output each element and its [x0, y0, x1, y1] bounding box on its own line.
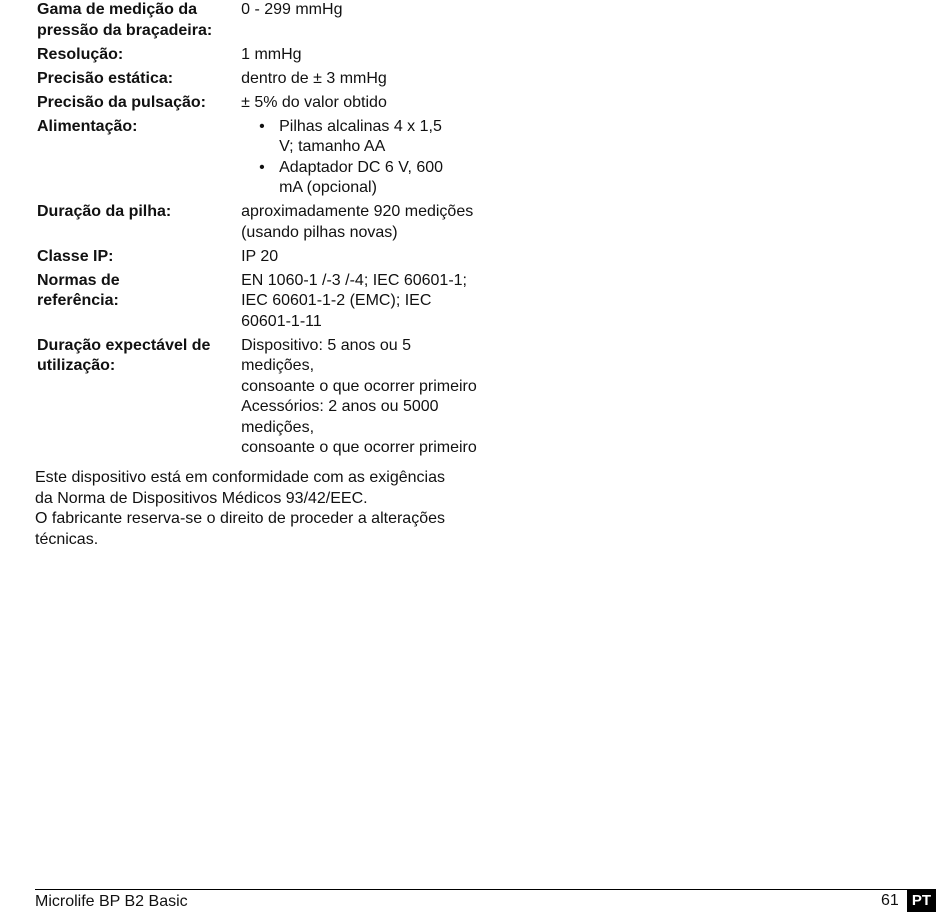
spec-label: Duração da pilha:	[37, 203, 172, 220]
spec-value: ± 5% do valor obtido	[241, 93, 387, 111]
spec-value: IP 20	[241, 247, 279, 265]
spec-line: Dispositivo: 5 anos ou 5 medições,	[241, 336, 411, 374]
compliance-note: Este dispositivo está em conformidade com as exigências da Norma de Dispositivos Médicos 93/42/EEC.	[35, 469, 445, 507]
spec-row-pulse-accuracy	[37, 93, 477, 117]
spec-line: Acessórios: 2 anos ou 5000 medições,	[241, 398, 439, 436]
spec-value: 0 - 299 mmHg	[241, 1, 343, 18]
spec-line: consoante o que ocorrer primeiro	[241, 377, 477, 395]
spec-value: 1 mmHg	[241, 45, 302, 63]
spec-label: Duração expectável de utilização:	[37, 336, 211, 374]
spec-label: Classe IP:	[37, 247, 114, 265]
list-item: • Adaptador DC 6 V, 600 mA (opcional)	[279, 158, 469, 199]
spec-value	[241, 117, 477, 203]
spec-label: Alimentação:	[37, 117, 138, 135]
spec-row-measurement-range	[37, 0, 477, 45]
spec-label: Gama de medição da pressão da braçadeira:	[37, 1, 213, 39]
specifications-table	[37, 0, 477, 462]
spec-line: consoante o que ocorrer primeiro	[241, 439, 477, 456]
spec-label: Precisão estática:	[37, 69, 174, 87]
spec-label: Normas de referência:	[37, 271, 120, 309]
spec-line: IEC 60601-1-2 (EMC); IEC 60601-1-11	[241, 292, 432, 330]
spec-row-battery-life	[37, 202, 477, 247]
footer-page-info	[881, 890, 936, 912]
footer-divider	[35, 889, 936, 890]
power-supply-list	[241, 117, 477, 199]
spec-label: Resolução:	[37, 45, 124, 63]
spec-label: Precisão da pulsação:	[37, 93, 206, 111]
spec-row-resolution	[37, 45, 477, 69]
spec-row-reference-standards	[37, 271, 477, 336]
page-number: 61	[881, 892, 899, 909]
spec-sheet	[37, 0, 477, 550]
spec-row-power-supply	[37, 117, 477, 203]
spec-value: dentro de ± 3 mmHg	[241, 69, 387, 87]
spec-row-expected-life	[37, 336, 477, 463]
spec-value: aproximadamente 920 medições (usando pilhas novas)	[241, 203, 474, 241]
list-item: • Pilhas alcalinas 4 x 1,5 V; tamanho AA	[279, 117, 459, 158]
manufacturer-note: O fabricante reserva-se o direito de proceder a alterações técnicas.	[35, 510, 445, 548]
spec-row-static-accuracy	[37, 69, 477, 93]
spec-row-ip-class	[37, 247, 477, 271]
compliance-notes	[35, 468, 455, 550]
footer-product-name: Microlife BP B2 Basic	[35, 893, 188, 910]
spec-value	[241, 271, 477, 336]
spec-value	[241, 336, 477, 463]
spec-line: EN 1060-1 /-3 /-4; IEC 60601-1;	[241, 271, 467, 289]
language-badge: PT	[907, 890, 936, 912]
